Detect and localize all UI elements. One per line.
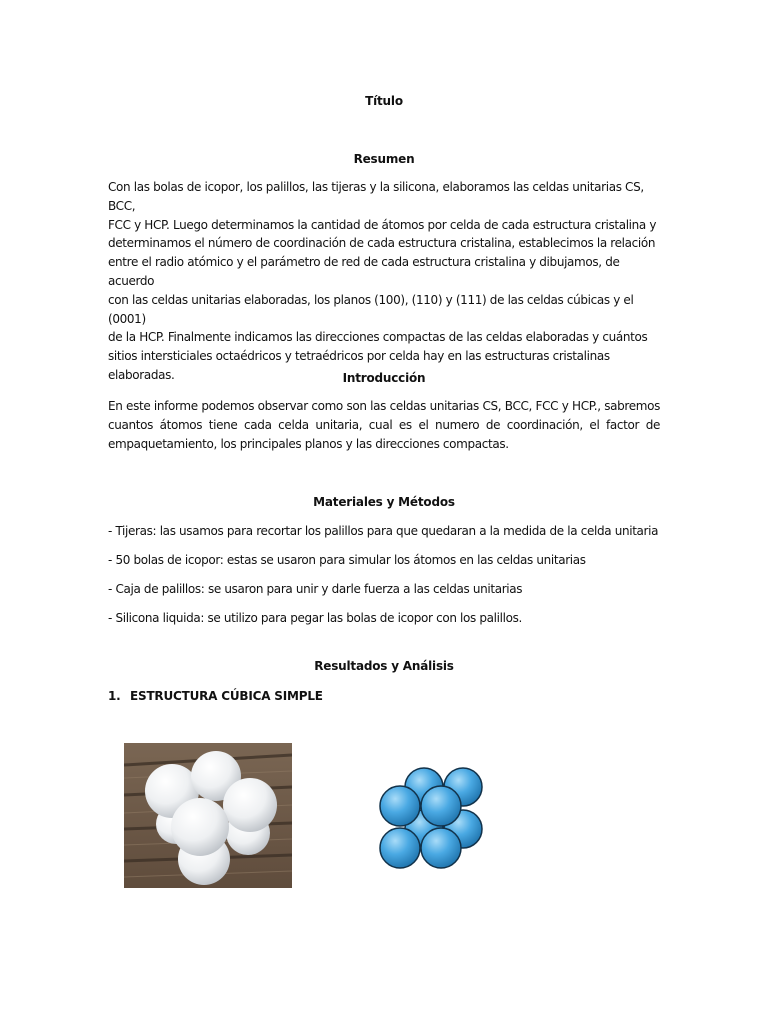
resumen-line: elaboradas. [108, 367, 175, 382]
resumen-paragraph [108, 178, 660, 385]
materiales-item: - 50 bolas de icopor: estas se usaron para simular los átomos en las celdas unitarias [108, 553, 586, 567]
simple-cubic-diagram [370, 766, 488, 870]
resumen-line: entre el radio atómico y el parámetro de red de cada estructura cristalina y dibujamos, de acuerdo [108, 255, 620, 288]
resultados-heading: Resultados y Análisis [314, 659, 454, 673]
resumen-line: Con las bolas de icopor, los palillos, las tijeras y la silicona, elaboramos las celdas unitarias CS, BCC, [108, 180, 644, 213]
resumen-line: de la HCP. Finalmente indicamos las direcciones compactas de las celdas elaboradas y cuántos [108, 330, 648, 345]
introduccion-heading: Introducción [342, 371, 426, 385]
resumen-line: sitios intersticiales octaédricos y tetraédricos por celda hay en las estructuras cristalinas [108, 349, 610, 364]
section-number: 1. [108, 689, 121, 703]
section-title: ESTRUCTURA CÚBICA SIMPLE [130, 689, 323, 703]
materiales-item: - Silicona liquida: se utilizo para pegar las bolas de icopor con los palillos. [108, 611, 522, 625]
resumen-heading: Resumen [353, 152, 415, 166]
resumen-line: FCC y HCP. Luego determinamos la cantidad de átomos por celda de cada estructura cristalina y [108, 217, 657, 232]
materiales-item: - Tijeras: las usamos para recortar los palillos para que quedaran a la medida de la celda unitaria [108, 524, 659, 538]
resumen-line: determinamos el número de coordinación de cada estructura cristalina, establecimos la relación [108, 236, 656, 251]
document-title: Título [365, 94, 403, 108]
materiales-heading: Materiales y Métodos [313, 495, 455, 509]
materiales-item: - Caja de palillos: se usaron para unir y darle fuerza a las celdas unitarias [108, 582, 523, 596]
styrofoam-model-photo [124, 743, 292, 888]
introduccion-paragraph: En este informe podemos observar como son las celdas unitarias CS, BCC, FCC y HCP., sabremos cuantos átomos tiene cada celda unitaria, cual es el numero de coordinación, el factor de empaquetamiento, los principales planos y las direcciones compactas. [108, 399, 660, 451]
resumen-line: con las celdas unitarias elaboradas, los planos (100), (110) y (111) de las celdas cúbicas y el (0001) [108, 292, 634, 326]
section-heading-cubica-simple [108, 689, 323, 703]
